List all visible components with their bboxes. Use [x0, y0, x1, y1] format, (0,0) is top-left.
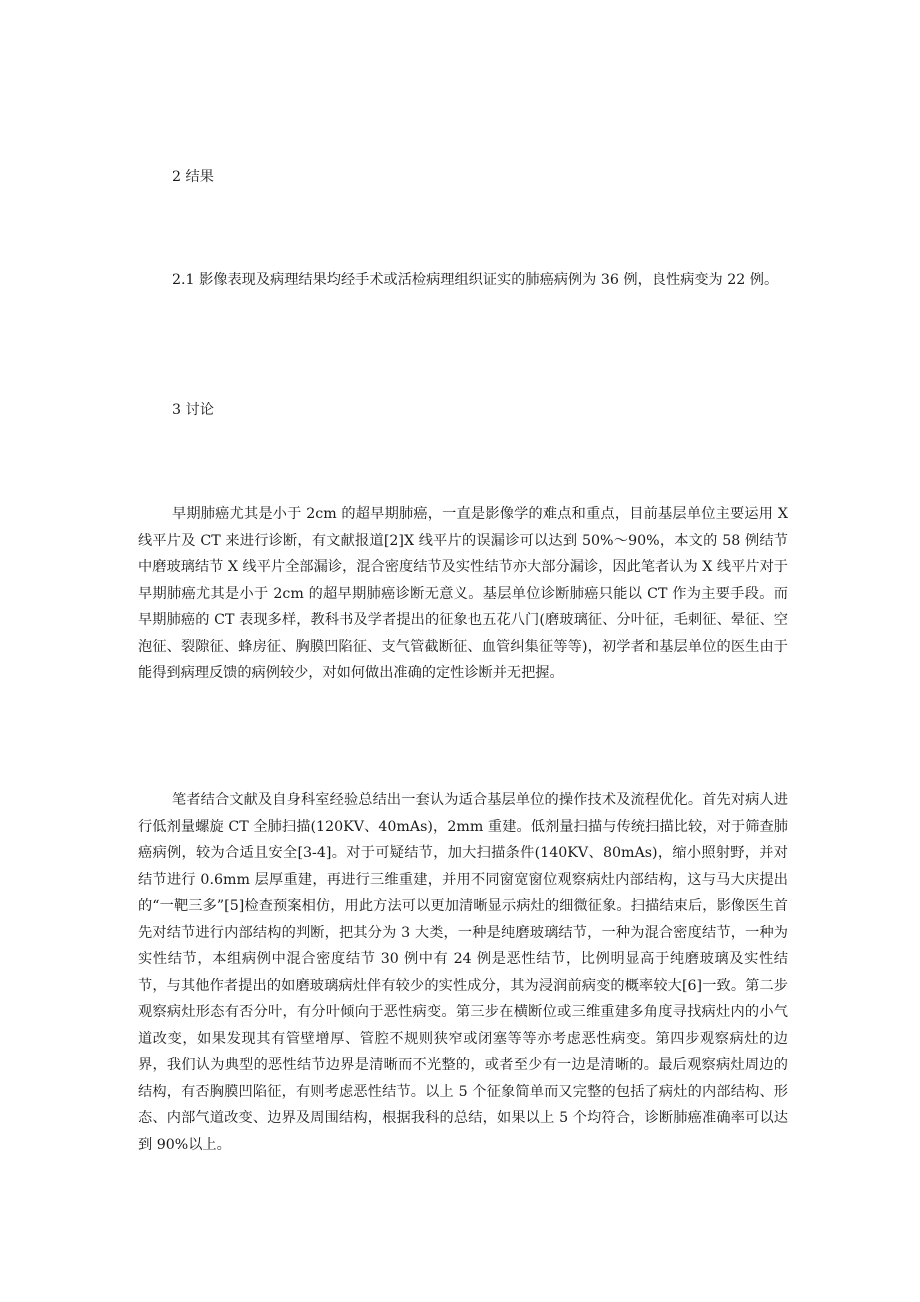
discussion-heading: 3 讨论	[172, 402, 214, 418]
discussion-paragraph-1: 早期肺癌尤其是小于 2cm 的超早期肺癌，一直是影像学的难点和重点，目前基层单位主要运用 X 线平片及 CT 来进行诊断，有文献报道[2]X 线平片的误漏诊可以达到 50%～90%，本文的 58 例结节中磨玻璃结节 X 线平片全部漏诊，混合密度结节及实性结节亦大部分漏诊，因此笔者认为 X 线平片对于早期肺癌尤其是小于 2cm 的超早期肺癌诊断无意义。基层单位诊断肺癌只能以 CT 作为主要手段。而早期肺癌的 CT 表现多样，教科书及学者提出的征象也五花八门(磨玻璃征、分叶征，毛刺征、晕征、空泡征、裂隙征、蜂房征、胸膜凹陷征、支气管截断征、血管纠集征等等)，初学者和基层单位的医生由于能得到病理反馈的病例较少，对如何做出准确的定性诊断并无把握。	[138, 506, 788, 681]
results-paragraph: 2.1 影像表现及病理结果均经手术或活检病理组织证实的肺癌病例为 36 例，良性病变为 22 例。	[172, 272, 779, 288]
discussion-paragraph-2: 笔者结合文献及自身科室经验总结出一套认为适合基层单位的操作技术及流程优化。首先对病人进行低剂量螺旋 CT 全肺扫描(120KV、40mAs)，2mm 重建。低剂量扫描与传统扫描比较，对于筛查肺癌病例，较为合适且安全[3-4]。对于可疑结节，加大扫描条件(140KV、80mAs)，缩小照射野，并对结节进行 0.6mm 层厚重建，再进行三维重建，并用不同窗宽窗位观察病灶内部结构，这与马大庆提出的“一靶三多”[5]检查预案相仿，用此方法可以更加清晰显示病灶的细微征象。扫描结束后，影像医生首先对结节进行内部结构的判断，把其分为 3 大类，一种是纯磨玻璃结节，一种为混合密度结节，一种为实性结节，本组病例中混合密度结节 30 例中有 24 例是恶性结节，比例明显高于纯磨玻璃及实性结节，与其他作者提出的如磨玻璃病灶伴有较少的实性成分，其为浸润前病变的概率较大[6]一致。第二步观察病灶形态有否分叶，有分叶倾向于恶性病变。第三步在横断位或三维重建多角度寻找病灶内的小气道改变，如果发现其有管壁增厚、管腔不规则狭窄或闭塞等等亦考虑恶性病变。第四步观察病灶的边界，我们认为典型的恶性结节边界是清晰而不光整的，或者至少有一边是清晰的。最后观察病灶周边的结构，有否胸膜凹陷征，有则考虑恶性结节。以上 5 个征象简单而又完整的包括了病灶的内部结构、形态、内部气道改变、边界及周围结构，根据我科的总结，如果以上 5 个均符合，诊断肺癌准确率可以达到 90%以上。	[138, 792, 788, 1153]
results-heading: 2 结果	[172, 169, 214, 185]
